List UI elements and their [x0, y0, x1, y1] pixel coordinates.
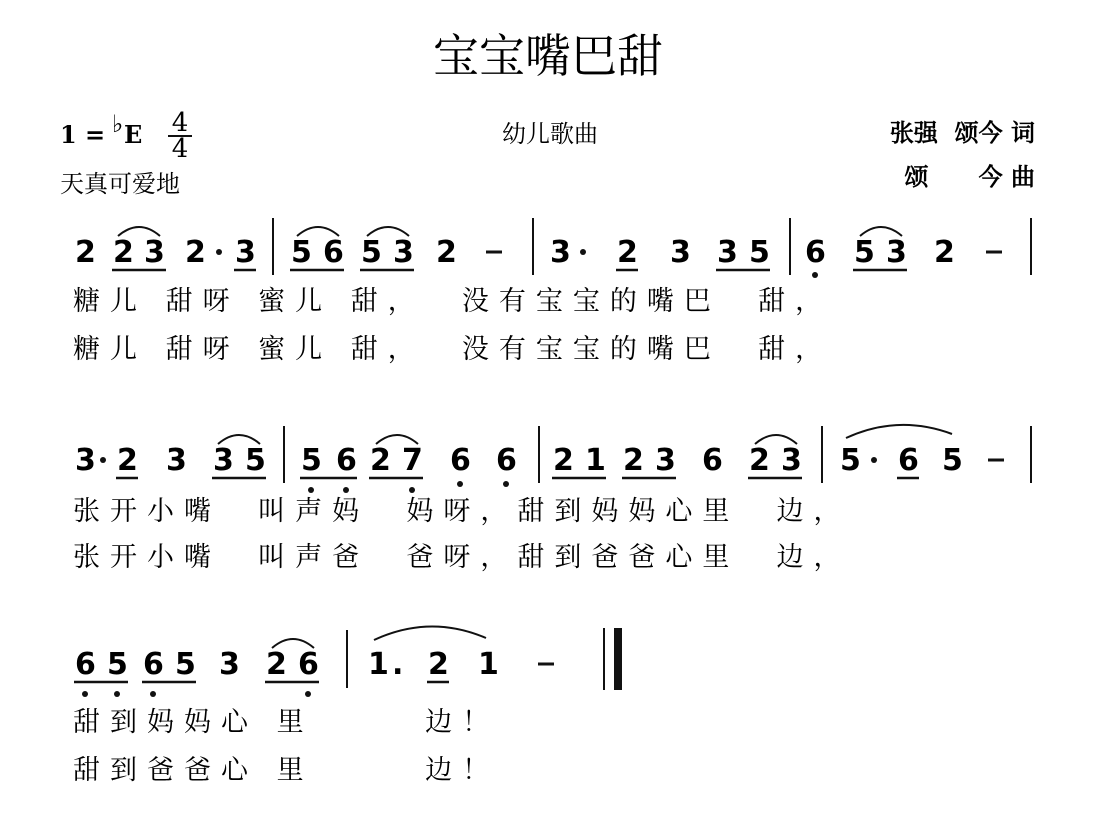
genre: 幼儿歌曲: [502, 120, 598, 148]
svg-text:2: 2: [185, 235, 206, 270]
svg-text:1: 1: [368, 647, 389, 682]
svg-text:3: 3: [655, 443, 676, 478]
svg-text:5: 5: [291, 235, 312, 270]
svg-text:3: 3: [886, 235, 907, 270]
svg-text:3: 3: [219, 647, 240, 682]
svg-text:.: .: [392, 647, 404, 682]
svg-text:2: 2: [436, 235, 457, 270]
svg-text:6: 6: [336, 443, 357, 478]
svg-text:5: 5: [175, 647, 196, 682]
time-signature-top: 4: [171, 108, 189, 138]
svg-text:2: 2: [934, 235, 955, 270]
svg-text:3: 3: [781, 443, 802, 478]
song-title: 宝宝嘴巴甜: [433, 29, 663, 83]
svg-text:2: 2: [370, 443, 391, 478]
svg-text:2: 2: [113, 235, 134, 270]
svg-text:7: 7: [402, 443, 423, 478]
svg-text:5: 5: [361, 235, 382, 270]
svg-text:5: 5: [301, 443, 322, 478]
key-note: E: [124, 120, 143, 149]
key-flat: ♭: [112, 109, 124, 138]
svg-text:6: 6: [298, 647, 319, 682]
svg-text:2: 2: [617, 235, 638, 270]
svg-text:3: 3: [670, 235, 691, 270]
tempo-marking: 天真可爱地: [60, 170, 180, 198]
svg-text:6: 6: [496, 443, 517, 478]
svg-text:2: 2: [553, 443, 574, 478]
svg-text:1: 1: [585, 443, 606, 478]
svg-text:3: 3: [75, 443, 96, 478]
notation-line-3: [74, 626, 622, 697]
svg-text:3: 3: [393, 235, 414, 270]
svg-text:5: 5: [854, 235, 875, 270]
lyric-line-3-verse-2: 甜到爸爸心 里 边！: [73, 755, 500, 786]
svg-text:2: 2: [428, 647, 449, 682]
svg-text:5: 5: [749, 235, 770, 270]
lyric-line-3-verse-1: 甜到妈妈心 里 边！: [73, 707, 500, 738]
lyric-line-1-verse-2: 糖儿 甜呀 蜜儿 甜， 没有宝宝的嘴巴 甜，: [73, 334, 833, 365]
svg-text:5: 5: [245, 443, 266, 478]
svg-text:1: 1: [478, 647, 499, 682]
lyric-line-2-verse-1: 张开小嘴 叫声妈 妈呀，甜到妈妈心里 边，: [73, 496, 851, 527]
composer-credit: 颂 今 曲: [904, 162, 1035, 191]
lyricist-credit: 张强 颂今 词: [889, 118, 1035, 147]
svg-text:5: 5: [840, 443, 861, 478]
svg-text:3: 3: [166, 443, 187, 478]
svg-text:2: 2: [266, 647, 287, 682]
lyric-line-1-verse-1: 糖儿 甜呀 蜜儿 甜， 没有宝宝的嘴巴 甜，: [73, 286, 833, 317]
notation-line-2: [75, 425, 1031, 493]
svg-text:3: 3: [550, 235, 571, 270]
svg-text:3: 3: [213, 443, 234, 478]
svg-text:3: 3: [235, 235, 256, 270]
svg-text:6: 6: [323, 235, 344, 270]
svg-text:6: 6: [805, 235, 826, 270]
svg-text:3: 3: [144, 235, 165, 270]
time-signature-bottom: 4: [171, 134, 189, 164]
key-prefix: 1 =: [60, 120, 106, 149]
svg-text:3: 3: [717, 235, 738, 270]
svg-text:5: 5: [942, 443, 963, 478]
svg-text:6: 6: [450, 443, 471, 478]
svg-text:6: 6: [143, 647, 164, 682]
svg-text:2: 2: [749, 443, 770, 478]
svg-text:2: 2: [75, 235, 96, 270]
svg-text:2: 2: [117, 443, 138, 478]
svg-text:6: 6: [75, 647, 96, 682]
lyric-line-2-verse-2: 张开小嘴 叫声爸 爸呀，甜到爸爸心里 边，: [73, 542, 851, 573]
svg-text:5: 5: [107, 647, 128, 682]
svg-text:2: 2: [623, 443, 644, 478]
svg-text:6: 6: [898, 443, 919, 478]
svg-text:6: 6: [702, 443, 723, 478]
notation-line-1: [75, 218, 1031, 278]
